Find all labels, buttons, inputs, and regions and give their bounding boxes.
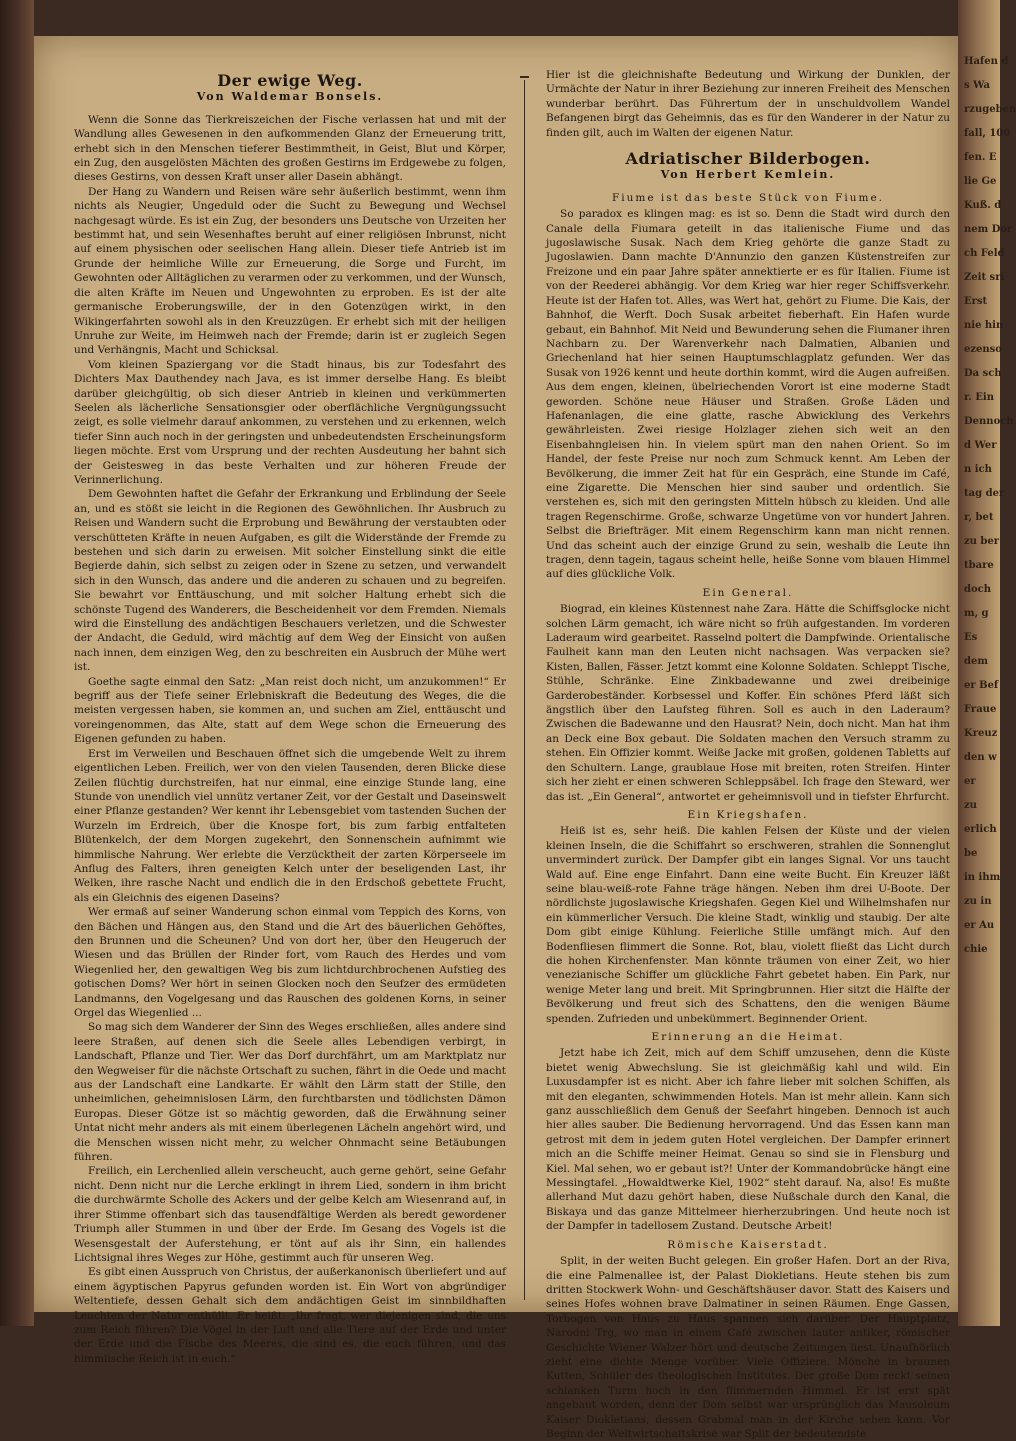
edge-text-line: Fraue — [964, 704, 997, 715]
paragraph: Wenn die Sonne das Tierkreiszeichen der Fische verlassen hat und mit der Wandlung alles Gewesenen in den aufkommenden Glanz der Erneuerung tritt, erhebt sich in den Menschen tieferer Bestimmtheit, in Geist, Blut und Körper, ein Zug, den ausgelösten Mächten des großen Gestirns im Erdgewebe zu folgen, dieses Gestirns, von dessen Kraft unser aller Dasein abhängt. — [74, 113, 506, 184]
edge-text-line: zu — [964, 800, 977, 811]
edge-text-line: lie Ge — [964, 176, 997, 187]
book-binding-left — [0, 0, 34, 1326]
edge-text-line: nem Dor — [964, 224, 1013, 235]
column-divider — [524, 80, 525, 1300]
edge-text-line: tbare — [964, 560, 994, 571]
paragraph: Biograd, ein kleines Küstennest nahe Zara. Hätte die Schiffsglocke nicht solchen Lärm gemacht, ich wäre nicht so früh aufgestanden. Im vorderen Laderaum wird gearbeitet. Rasselnd poltert die Dampfwinde. Orientalische Faulheit kann man den Leuten nicht nachsagen. Was verpacken sie? Kisten, Ballen, Fässer. Jetzt kommt eine Kolonne Soldaten. Schleppt Tische, Stühle, Schränke. Eine Zinkbadewanne und zwei dreibeinige Garderobeständer. Korbsessel und Koffer. Ein schönes Pferd läßt sich ängstlich über den Laufsteg führen. Soll es auch in den Laderaum? Zwischen die Badewanne und den Hausrat? Nein, doch nicht. Man hat ihm an Deck eine Box gebaut. Die Soldaten machen den Versuch stramm zu stehen. Ein Offizier kommt. Weiße Jacke mit großen, goldenen Tabletts auf den Schultern. Lange, graublaue Hose mit breiten, roten Streifen. Hinter sich her zieht er einen schweren Schleppsäbel. Ich frage den Steward, wer das ist. „Ein General“, antwortet er geheimnisvoll und in tiefster Ehrfurcht. — [546, 603, 950, 803]
section-heading: Ein Kriegshafen. — [687, 808, 809, 821]
edge-text-line: m, g — [964, 608, 989, 619]
edge-text-line: erlich — [964, 824, 997, 835]
next-page-edge — [958, 0, 1016, 1326]
edge-text-line: zu in — [964, 896, 992, 907]
section-heading: Fiume ist das beste Stück von Fiume. — [611, 191, 885, 204]
edge-text-line: nie hin — [964, 320, 1004, 331]
edge-text-line: er Au — [964, 920, 995, 931]
edge-text-line: dem — [964, 656, 988, 667]
edge-text-line: Dennoch — [964, 416, 1014, 427]
edge-text-line: d Wer — [964, 440, 997, 451]
edge-text-line: doch — [964, 584, 992, 595]
edge-text-line: r, bet — [964, 512, 994, 523]
edge-text-line: tag der — [964, 488, 1005, 499]
left-column — [74, 68, 506, 1365]
edge-text-line: Erst — [964, 296, 988, 307]
right-article-body — [546, 191, 950, 1441]
edge-text-line: den w — [964, 752, 997, 763]
edge-text-line: rzugeben — [964, 104, 1016, 115]
next-page-text-fragments — [958, 0, 1016, 962]
article-title-right: Adriatischer Bilderbogen. — [625, 149, 871, 169]
edge-text-line: zu ber — [964, 536, 1000, 547]
article-byline: Von Waldemar Bonsels. — [196, 90, 384, 104]
edge-text-line: fall, 100 — [964, 128, 1011, 139]
paragraph: Wer ermaß auf seiner Wanderung schon einmal vom Teppich des Korns, von den Bächen und Hängen aus, den Stand und die Art des bäuerlichen Gehöftes, den Brunnen und die Scheunen? Und von dort her, über den Heugeruch der Wiesen und das Brüllen der Rinder fort, vom Rauch des Herdes und vom Wiegenlied her, den gewaltigen Weg bis zum lichtdurchbrochenen Aufstieg des gotischen Doms? Wer hört in seinen Glocken noch den Seufzer des ermüdeten Landmanns, den Vogelgesang und das Rauschen des goldenen Korns, in seiner Orgel das Wiegenlied ... — [74, 906, 506, 1019]
edge-text-line: be — [964, 848, 978, 859]
paragraph: Erst im Verweilen und Beschauen öffnet sich die umgebende Welt zu ihrem eigentlichen Leben. Freilich, wer von den vielen Tausenden, deren Blicke diese Zeilen flüchtig durchstreifen, hat nur einmal, eine einzige Stunde lang, eine Stunde von unendlich viel unnütz vertaner Zeit, vor der Gestalt und Daseinswelt einer Pflanze gestanden? Wer kennt ihr Lebensgebiet vom tastenden Suchen der Wurzeln im Erdreich, über die Knospe fort, bis zum farbig entfalteten Blütenkelch, der dem Morgen zugekehrt, den Sonnenschein aufnimmt wie himmlische Nahrung. Wer erlebte die Verzücktheit der zarten Körperseele im Anflug des Falters, ihren geneigten Kelch unter der beseligenden Last, ihr Welken, ihre rasche Nacht und endlich die in den Erdschoß gebettete Frucht, als ein Gleichnis des eigenen Daseins? — [74, 747, 506, 904]
paragraph: Vom kleinen Spaziergang vor die Stadt hinaus, bis zur Todesfahrt des Dichters Max Dauthendey nach Java, es ist immer derselbe Hang. Es bleibt darüber gleichgültig, ob sich dieser Antrieb in kleinen und verkümmerten Seelen als lächerliche Sensationsgier oder oberflächliche Vergnügungssucht zeigt, es solle vielmehr darauf ankommen, zu verstehen und zu erkennen, welch tiefer Sinn auch noch in der geringsten und unbedeutendsten Erscheinungsform liegen möchte. Erst vom Ursprung und der rechten Ausdeutung her bahnt sich der Geistesweg in das beste Verhalten und zur höheren Freude der Verinnerlichung. — [74, 358, 506, 486]
edge-text-line: Da sch — [964, 368, 1002, 379]
continued-paragraph: Hier ist die gleichnishafte Bedeutung und Wirkung der Dunklen, der Urmächte der Natur in ihrer Beziehung zur inneren Freiheit des Menschen wunderbar berührt. Das Führertum der in unschuldvollem Wandel Befangenen birgt das Geheimnis, das es für den Wanderer in der Natur zu finden gilt, auch im Walten der eigenen Natur. — [546, 69, 950, 139]
paragraph: Freilich, ein Lerchenlied allein verscheucht, auch gerne gehört, seine Gefahr nicht. Denn nicht nur die Lerche erklingt in ihrem Lied, sondern in ihm bricht die durchwärmte Scholle des Ackers und der gelbe Kelch am Wiesenrand auf, in ihrer Stimme offenbart sich das tausendfältige Werden als beredt gewordener Triumph aller Stummen in und über der Erde. Im Gesang des Vogels ist die Wesensgestalt der Auferstehung, er tönt auf als ihr Sinn, ein hallendes Lichtsignal ihres Weges zur Höhe, gestimmt auch für unseren Weg. — [74, 1165, 506, 1264]
edge-text-line: Es — [964, 632, 978, 643]
edge-text-line: Zeit sri — [964, 272, 1005, 283]
paragraph: Es gibt einen Ausspruch von Christus, der außerkanonisch überliefert und auf einem ägyptischen Papyrus gefunden worden ist. Ein Wort von abgründiger Weltentiefe, dessen Gehalt sich dem andächtigen Geist im sinnbildhaften Leuchten der Natur enthüllt. Er heißt: „Ihr fragt, wer diejenigen sind, die uns zum Reich führen? Die Vögel in der Luft und alle Tiere auf der Erde und unter der Erde und die Fische des Meeres, die sind es, die euch führen, und das himmlische Reich ist in euch.“ — [74, 1266, 506, 1365]
section-heading: Erinnerung an die Heimat. — [651, 1031, 845, 1043]
section-heading: Ein General. — [702, 586, 794, 599]
article-title: Der ewige Weg. — [217, 71, 363, 90]
paragraph: Dem Gewohnten haftet die Gefahr der Erkrankung und Erblindung der Seele an, und es stößt sie leicht in die Regionen des Gewöhnlichen. Ihr Ausbruch zu Reisen und Wandern sucht die Erprobung und Bewährung der verstaubten oder verschütteten Kräfte in neuen Aufgaben, es gilt die Widerstände der Fremde zu bestehen und sich darin zu erweisen. Mit solcher Einstellung sinkt die eitle Begierde dahin, sich selbst zu zeigen oder in Szene zu setzen, und verwandelt sich in den Wunsch, das andere und die anderen zu schauen und zu begreifen. Sie bewahrt vor Enttäuschung, und mit solcher Haltung erhebt sich die schönste Tugend des Wanderers, die Bescheidenheit vor dem Fremden. Niemals wird die Einstellung des andächtigen Beschauers verletzen, und die Schwester der Andacht, die Geduld, wird mächtig auf dem Weg der Einsicht von außen nach innen, dem einzigen Weg, den zu beschreiten ein Ausbruch der Mühe wert ist. — [74, 488, 506, 674]
paragraph: Heiß ist es, sehr heiß. Die kahlen Felsen der Küste und der vielen kleinen Inseln, die die Schiffahrt so erschweren, strahlen die Sonnenglut unvermindert zurück. Der Dampfer gibt ein langes Signal. Vor uns taucht Wald auf. Eine enge Einfahrt. Dann eine weite Bucht. Ein Kreuzer läßt seine blau-weiß-rote Fahne träge hängen. Neben ihm drei U-Boote. Der nördlichste jugoslawische Kriegshafen. Gegen Kiel und Wilhelmshafen nur ein kümmerlicher Versuch. Die kleine Stadt, winklig und staubig. Der alte Dom gibt einige Kühlung. Feierliche Stille umfängt mich. Auf den Bodenfliesen flimmert die Sonne. Rot, blau, violett fließt das Licht durch die hohen Kirchenfenster. Man könnte träumen von einer Zeit, wo hier venezianische Schiffer um glückliche Fahrt gebetet haben. Ein Park, nur wenige Meter lang und breit. Mit Springbrunnen. Hier sitzt die Hälfte der Bevölkerung und freut sich des Schattens, den die wenigen Bäume spenden. Zufrieden und unbekümmert. Beginnender Orient. — [546, 825, 950, 1025]
edge-text-line: chie — [964, 944, 988, 955]
edge-text-line: er Bef — [964, 680, 999, 691]
edge-text-line: Kuß. d — [964, 200, 1002, 211]
paragraph: Split, in der weiten Bucht gelegen. Ein großer Hafen. Dort an der Riva, die eine Palmenallee ist, der Palast Diokletians. Heute stehen bis zum dritten Stockwerk Wohn- und Geschäftshäuser davor. Statt des Kaisers und seines Hofes wohnen brave Dalmatiner in seinen Räumen. Enge Gassen, Torbogen von Haus zu Haus spannen sich darüber. Der Hauptplatz, Narodni Trg, wo man in einem Café zwischen lauter antiker, römischer Geschichte Wiener Walzer hört und deutsche Zeitungen liest. Unaufhörlich zieht eine dichte Menge vorüber. Viele Offiziere. Mönche in braunen Kutten, Schüler des theologischen Institutes. Der große Dom reckt seinen schlanken Turm hoch in den flimmernden Himmel. Er ist erst spät angebaut worden, denn der Dom selbst war ursprünglich das Mausoleum Kaiser Diokletians, dessen Grabmal man in der Kirche sehen kann. Vor Beginn der Weltwirtschaftskrise war Split der bedeutendste — [546, 1255, 950, 1440]
edge-text-line: s Wa — [964, 80, 990, 91]
paragraph: Goethe sagte einmal den Satz: „Man reist doch nicht, um anzukommen!“ Er begriff aus der Tiefe seiner Erlebniskraft die Bedeutung des Weges, die die meisten vergessen haben, sie kommen an, und suchen am Ziel, enttäuscht und voreingenommen, das Alte, statt auf dem Wege schon die Erneuerung des Eigenen gefunden zu haben. — [74, 675, 506, 746]
edge-text-line: n ich — [964, 464, 992, 475]
edge-text-line: in ihm — [964, 872, 1001, 883]
edge-text-line: ch Feld — [964, 248, 1005, 259]
paragraph: So mag sich dem Wanderer der Sinn des Weges erschließen, alles andere sind leere Straßen, auf denen sich die Seele alles Lebendigen verbirgt, in Landschaft, Pflanze und Tier. Wer das Dorf durchfährt, um am Marktplatz nur den Wegweiser für die nächste Ortschaft zu suchen, fährt in die Oede und macht aus der Landschaft eine Landkarte. Er wählt den Lärm statt der Stille, den unheimlichen, geheimnislosen Lärm, den furchtbarsten und tödlichsten Dämon Europas. Dieser Götze ist so mächtig geworden, daß die Erwähnung seiner Untat nicht mehr anders als mit einem überlegenen Lächeln angehört wird, und die Menschen wissen nicht mehr, zu welcher Ohnmacht seine Betäubungen führen. — [74, 1021, 506, 1164]
left-article-body — [74, 113, 506, 1366]
section-heading: Römische Kaiserstadt. — [667, 1238, 829, 1251]
article-byline-right: Von Herbert Kemlein. — [660, 168, 836, 182]
edge-text-line: Hafen d — [964, 56, 1009, 67]
paragraph: Der Hang zu Wandern und Reisen wäre sehr äußerlich bestimmt, wenn ihm nichts als Neugier, Ungeduld oder die Sucht zu Bewegung und Wechsel nachgesagt würde. Es ist ein Zug, der besonders uns Deutsche von Urzeiten her bestimmt hat, und sein Wesenhaftes beruht auf einer religiösen Inbrunst, nicht auf einem physischen oder seelischen Hang allein. Dieser tiefe Antrieb ist im Grunde der heimliche Wille zur Erneuerung, die Sorge und Furcht, im Gewohnten oder Alltäglichen zu verarmen oder zu verkommen, und der Wunsch, die alten Kräfte im Neuen und Ungewohnten zu erproben. Es ist der alte germanische Eroberungswille, der in den Gotenzügen wirkt, in den Wikingerfahrten sowohl als in den Kreuzzügen. Er erhebt sich mit der heiligen Unruhe zur Weite, im Heimweh nach der Fremde; darin ist er zugleich Segen und Verhängnis, Macht und Schicksal. — [74, 185, 506, 357]
paragraph: So paradox es klingen mag: es ist so. Denn die Stadt wird durch den Canale della Fiumara geteilt in das italienische Fiume und das jugoslawische Susak. Nach dem Krieg gehörte die ganze Stadt zu Jugoslawien. Dann machte D'Annunzio den ganzen Küstenstreifen zur Freizone und ein paar Jahre später annektierte er es für Italien. Fiume ist von der Reederei abhängig. Vor dem Krieg war hier reger Schiffsverkehr. Heute ist der Hafen tot. Alles, was Wert hat, gehört zu Fiume. Die Kais, der Bahnhof, die Werft. Doch Susak arbeitet fieberhaft. Ein Hafen wurde gebaut, ein Bahnhof. Mit Neid und Bewunderung sehen die Fiumaner ihren Nachbarn zu. Der Warenverkehr nach Dalmatien, Albanien und Griechenland hat hier seinen Hauptumschlagplatz gefunden. Wer das Susak von 1926 kennt und heute dorthin kommt, wird die Augen aufreißen. Aus dem engen, kleinen, übelriechenden Vorort ist eine moderne Stadt geworden. Schöne neue Häuser und Straßen. Große Läden und Hafenanlagen, die eine glatte, rasche Abwicklung des Verkehrs gewährleisten. Zwei riesige Holzlager ziehen sich weit an den Eisenbahngleisen hin. In vielem spürt man den nahen Orient. So im Handel, der feste Preise nur noch zum Schmuck kennt. Am Leben der Bevölkerung, die immer Zeit hat für ein Gespräch, eine Stunde im Café, eine Zigarette. Die Menschen hier sind sauber und ordentlich. Sie verstehen es, sich mit den geringsten Mitteln hübsch zu kleiden. Und alle tragen Regenschirme. Große, schwarze Ungetüme von vor hundert Jahren. Selbst die Briefträger. Mit einem Regenschirm kann man nicht rennen. Und das scheint auch der einzige Grund zu sein, weshalb die Leute ihn tragen, denn tagein, tagaus scheint helle, heiße Sonne vom blauen Himmel auf dies glückliche Volk. — [546, 208, 950, 581]
paragraph: Jetzt habe ich Zeit, mich auf dem Schiff umzusehen, denn die Küste bietet wenig Abwechslung. Sie ist gleichmäßig kahl und wild. Ein Luxusdampfer ist es nicht. Aber ich fahre lieber mit solchen Schiffen, als mit den eleganten, schwimmenden Hotels. Man ist mehr allein. Kann sich ganz ausschließlich dem Genuß der Seefahrt hingeben. Dennoch ist auch hier alles sauber. Die Bedienung hervorragend. Und das Essen kann man getrost mit dem in jedem guten Hotel vergleichen. Der Dampfer erinnert mich an die Schiffe meiner Heimat. Genau so sind sie in Flensburg und Kiel. Mal sehen, wo er gebaut ist?! Unter der Kommandobrücke hängt eine Messingtafel. „Howaldtwerke Kiel, 1902“ steht darauf. Na, also! Es mußte allerhand Mut dazu gehört haben, diese Nußschale durch den Kanal, die Biskaya und das ganze Mittelmeer hierherzubringen. Und heute noch ist der Dampfer in tadellosem Zustand. Deutsche Arbeit! — [546, 1047, 950, 1233]
newspaper-page — [34, 36, 958, 1440]
edge-text-line: r. Ein — [964, 392, 995, 403]
edge-text-line: fen. E — [964, 152, 997, 163]
edge-text-line: Kreuz — [964, 728, 998, 739]
edge-text-line: er — [964, 776, 976, 787]
edge-text-line: ezenso — [964, 344, 1002, 355]
right-column — [546, 68, 950, 1440]
